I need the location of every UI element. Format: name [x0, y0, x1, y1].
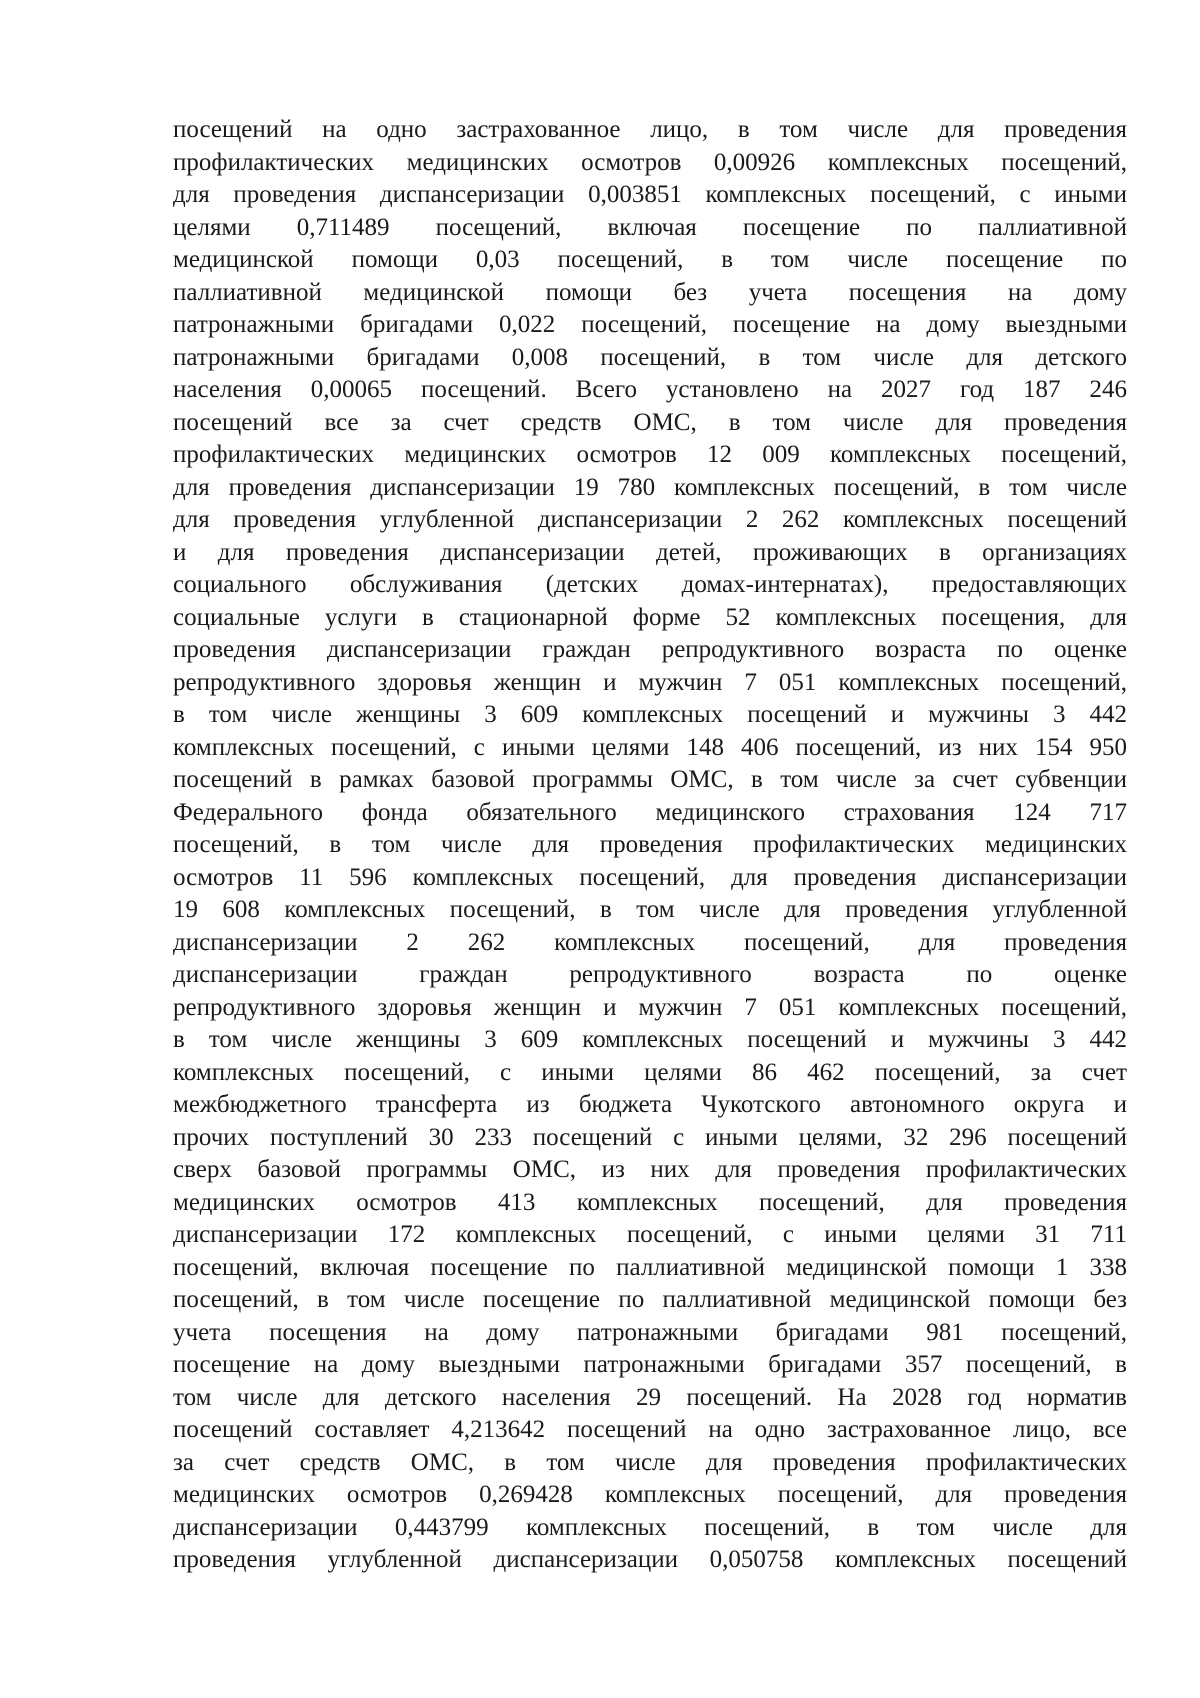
- text-line: посещений составляет 4,213642 посещений на одно застрахованное лицо, все: [173, 1416, 1127, 1443]
- text-line: диспансеризации граждан репродуктивного возраста по оценке: [173, 961, 1127, 988]
- body-text: [173, 114, 1127, 1577]
- text-line: проведения диспансеризации граждан репродуктивного возраста по оценке: [173, 636, 1127, 663]
- text-line: репродуктивного здоровья женщин и мужчин 7 051 комплексных посещений,: [173, 668, 1127, 696]
- text-line: посещений на одно застрахованное лицо, в том числе для проведения: [173, 116, 1127, 143]
- text-line: для проведения диспансеризации 0,003851 комплексных посещений, с иными: [173, 181, 1127, 208]
- text-line: социальные услуги в стационарной форме 52 комплексных посещения, для: [173, 603, 1127, 631]
- text-line: патронажными бригадами 0,008 посещений, в том числе для детского: [173, 343, 1127, 371]
- text-line: в том числе женщины 3 609 комплексных посещений и мужчины 3 442: [173, 701, 1127, 728]
- text-line: комплексных посещений, с иными целями 86 462 посещений, за счет: [173, 1058, 1127, 1086]
- text-line: диспансеризации 172 комплексных посещений, с иными целями 31 711: [173, 1221, 1127, 1248]
- text-line: осмотров 11 596 комплексных посещений, для проведения диспансеризации: [173, 863, 1127, 891]
- text-line: диспансеризации 2 262 комплексных посещений, для проведения: [173, 928, 1127, 956]
- text-line: целями 0,711489 посещений, включая посещение по паллиативной: [173, 213, 1127, 241]
- text-line: посещений, в том числе посещение по паллиативной медицинской помощи без: [173, 1286, 1127, 1313]
- text-line: для проведения углубленной диспансеризации 2 262 комплексных посещений: [173, 506, 1127, 533]
- text-line: Федерального фонда обязательного медицинского страхования 124 717: [173, 798, 1127, 826]
- text-line: сверх базовой программы ОМС, из них для проведения профилактических: [173, 1156, 1127, 1183]
- text-line: учета посещения на дому патронажными бригадами 981 посещений,: [173, 1318, 1127, 1346]
- text-line: межбюджетного трансферта из бюджета Чукотского автономного округа и: [173, 1091, 1127, 1118]
- text-line: 19 608 комплексных посещений, в том числе для проведения углубленной: [173, 896, 1127, 923]
- text-line: медицинской помощи 0,03 посещений, в том числе посещение по: [173, 246, 1127, 273]
- text-line: населения 0,00065 посещений. Всего установлено на 2027 год 187 246: [173, 376, 1127, 403]
- text-line: паллиативной медицинской помощи без учета посещения на дому: [173, 278, 1127, 306]
- text-line: проведения углубленной диспансеризации 0,050758 комплексных посещений: [173, 1546, 1127, 1573]
- text-line: прочих поступлений 30 233 посещений с иными целями, 32 296 посещений: [173, 1123, 1127, 1151]
- text-line: и для проведения диспансеризации детей, проживающих в организациях: [173, 538, 1127, 566]
- text-line: том числе для детского населения 29 посещений. На 2028 год норматив: [173, 1383, 1127, 1411]
- text-line: медицинских осмотров 0,269428 комплексных посещений, для проведения: [173, 1481, 1127, 1508]
- text-line: медицинских осмотров 413 комплексных посещений, для проведения: [173, 1188, 1127, 1216]
- text-line: за счет средств ОМС, в том числе для проведения профилактических: [173, 1448, 1127, 1476]
- text-line: патронажными бригадами 0,022 посещений, посещение на дому выездными: [173, 311, 1127, 338]
- text-line: комплексных посещений, с иными целями 148 406 посещений, из них 154 950: [173, 733, 1127, 761]
- text-line: профилактических медицинских осмотров 0,00926 комплексных посещений,: [173, 148, 1127, 176]
- text-line: профилактических медицинских осмотров 12 009 комплексных посещений,: [173, 441, 1127, 468]
- text-line: посещений, включая посещение по паллиативной медицинской помощи 1 338: [173, 1253, 1127, 1281]
- text-line: посещений, в том числе для проведения профилактических медицинских: [173, 831, 1127, 858]
- text-line: социального обслуживания (детских домах-интернатах), предоставляющих: [173, 571, 1127, 598]
- text-line: для проведения диспансеризации 19 780 комплексных посещений, в том числе: [173, 473, 1127, 501]
- text-line: диспансеризации 0,443799 комплексных посещений, в том числе для: [173, 1513, 1127, 1541]
- text-line: в том числе женщины 3 609 комплексных посещений и мужчины 3 442: [173, 1026, 1127, 1053]
- text-line: посещение на дому выездными патронажными бригадами 357 посещений, в: [173, 1351, 1127, 1378]
- text-line: репродуктивного здоровья женщин и мужчин 7 051 комплексных посещений,: [173, 993, 1127, 1021]
- text-line: посещений все за счет средств ОМС, в том числе для проведения: [173, 408, 1127, 436]
- text-line: посещений в рамках базовой программы ОМС, в том числе за счет субвенции: [173, 766, 1127, 793]
